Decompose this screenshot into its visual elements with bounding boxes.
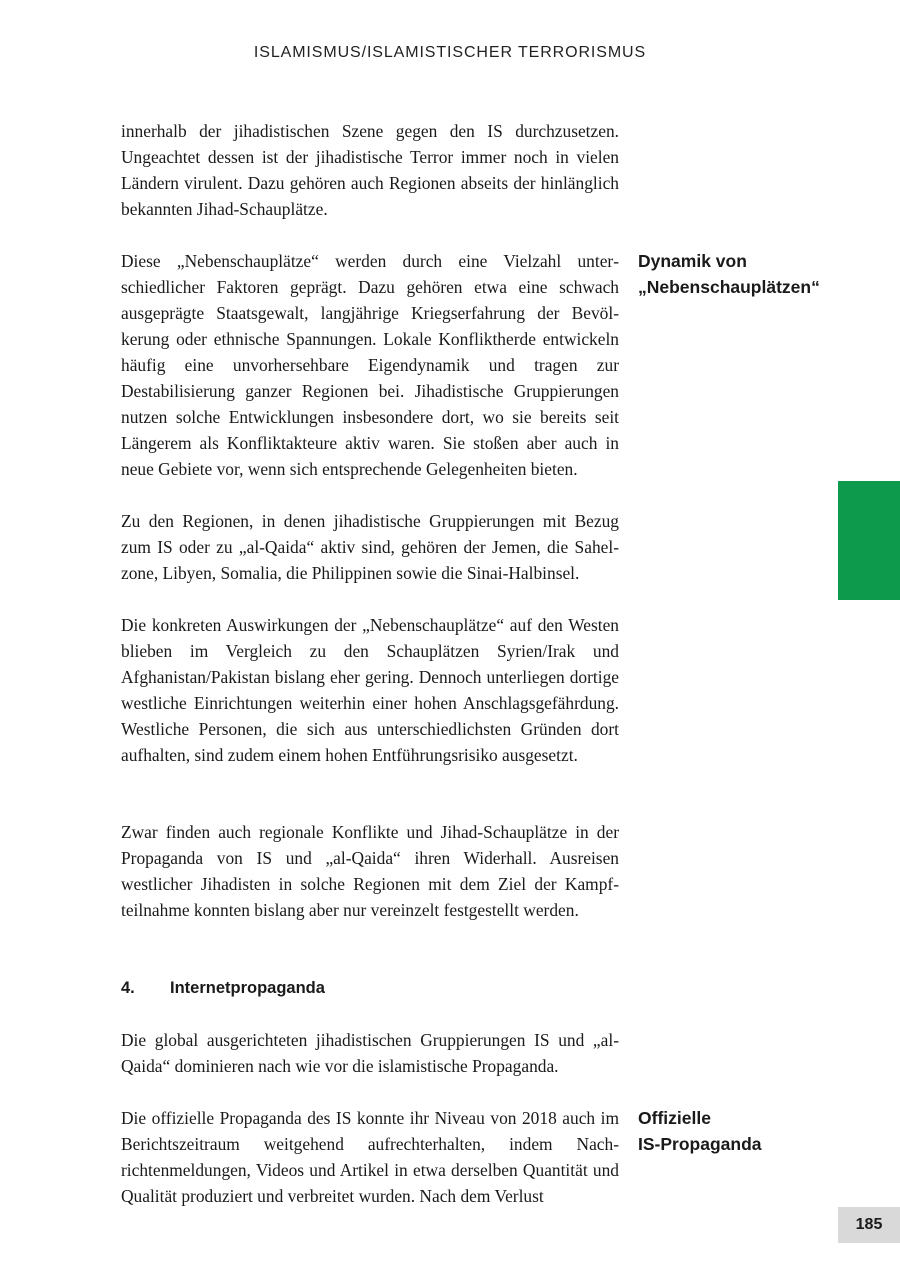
- margin-note-dynamik: [638, 248, 838, 300]
- margin-note-offizielle-line1: Offizielle: [638, 1108, 711, 1128]
- paragraph-intro-continuation: innerhalb der jihadistischen Szene gegen den IS durchzusetzen. Ungeachtet dessen ist der jihadistische Terror immer noch in vielen Ländern virulent. Dazu gehören auch Regionen abseits der hinlänglich bekannten Jihad-Schauplätze.: [121, 121, 619, 219]
- running-header: ISLAMISMUS/ISLAMISTISCHER TERRORISMUS: [253, 44, 647, 61]
- paragraph-global-propaganda: Die global ausgerichteten jihadistischen Gruppierungen IS und „al-Qaida“ dominieren nach wie vor die islamistische Propaganda.: [121, 1030, 619, 1076]
- paragraph-regionen: Zu den Regionen, in denen jihadistische Gruppierungen mit Bezug zum IS oder zu „al-Qaida“ aktiv sind, gehören der Jemen, die Sahelzone, Libyen, Somalia, die Philippinen sowie die Sinai-Halbinsel.: [121, 511, 619, 583]
- margin-note-offizielle-line2: IS-Propaganda: [638, 1134, 762, 1154]
- section-title: Internetpropaganda: [170, 979, 325, 997]
- chapter-tab: [838, 481, 900, 600]
- section-number: 4.: [121, 979, 135, 997]
- paragraph-offizielle-propaganda: Die offizielle Propaganda des IS konnte ihr Niveau von 2018 auch im Berichtszeitraum weitgehend aufrechterhalten, indem Nachrichtenmeldungen, Videos und Artikel in etwa derselben Quantität und Qualität produziert und verbreitet wurden. Nach dem Verlust: [121, 1108, 619, 1206]
- paragraph-auswirkungen: Die konkreten Auswirkungen der „Nebenschauplätze“ auf den Westen blieben im Vergleich zu den Schauplätzen Syrien/Irak und Afghanistan/Pakistan bislang eher gering. Dennoch unterliegen dortige westliche Einrichtungen weiterhin einer hohen Anschlagsgefährdung. Westliche Personen, die sich aus unterschiedlichsten Gründen dort aufhalten, sind zudem einem hohen Entführungsrisiko ausgesetzt.: [121, 615, 619, 765]
- margin-note-offizielle: [638, 1105, 838, 1157]
- margin-note-dynamik-line1: Dynamik von: [638, 251, 747, 271]
- paragraph-nebenschauplaetze: Diese „Nebenschauplätze“ werden durch eine Vielzahl unterschiedlicher Faktoren geprägt. Dazu gehören etwa eine schwach ausgeprägte Staatsgewalt, langjährige Kriegserfahrung der Bevölkerung oder ethnische Spannungen. Lokale Konfliktherde entwickeln häufig eine unvorhersehbare Eigendynamik und tragen zur Destabilisierung ganzer Regionen bei. Jihadistische Gruppierungen nutzen solche Entwicklungen insbesondere dort, wo sie bereits seit Längerem als Konfliktakteure aktiv waren. Sie stoßen aber auch in neue Gebiete vor, wenn sich entsprechende Gelegenheiten bieten.: [121, 251, 619, 479]
- margin-note-dynamik-line2: „Nebenschauplätzen“: [638, 277, 820, 297]
- page-number: 185: [838, 1207, 900, 1243]
- section-heading: [121, 976, 325, 1000]
- paragraph-propaganda-widerhall: Zwar finden auch regionale Konflikte und Jihad-Schauplätze in der Propaganda von IS und „al-Qaida“ ihren Widerhall. Ausreisen westlicher Jihadisten in solche Regionen mit dem Ziel der Kampfteilnahme konnten bislang aber nur vereinzelt festgestellt werden.: [121, 822, 619, 920]
